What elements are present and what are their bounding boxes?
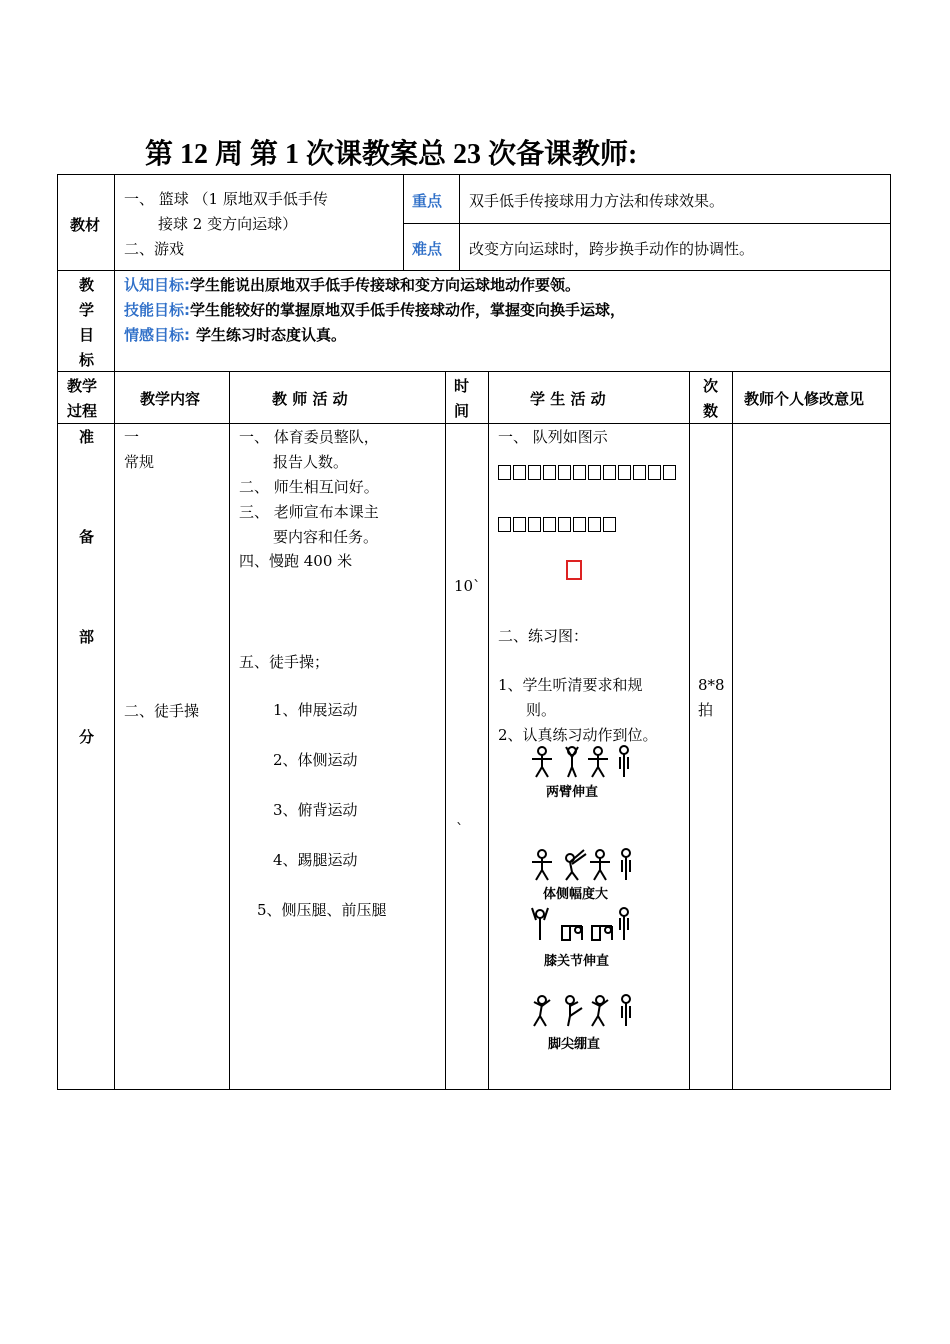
content-item: 二、徒手操 [124,702,200,720]
col-header-notes: 教师个人修改意见 [744,390,865,408]
goals-label-char: 学 [79,301,95,319]
time-value: 10` [454,577,481,595]
teacher-item: 要内容和任务。 [273,528,379,546]
material-line2: 接球 2 变方向运球） [158,215,298,233]
teacher-item: 5、侧压腿、前压腿 [257,901,387,919]
teacher-item: 3、俯背运动 [273,801,358,819]
teacher-item: 二、 师生相互问好。 [239,478,379,496]
teacher-item: 4、踢腿运动 [273,851,358,869]
section-label-char: 分 [79,728,95,746]
col-divider [229,371,230,1090]
emotion-goal-text: 学生练习时态度认真。 [196,326,347,344]
section-label-char: 准 [79,428,95,446]
teacher-item: 报告人数。 [273,453,349,471]
col-divider [445,371,446,1090]
section-label-char: 备 [79,528,95,546]
row-divider [57,371,891,372]
student-item: 一、 队列如图示 [498,428,608,446]
col-header-content: 教学内容 [140,390,201,408]
skill-goal [124,301,625,319]
col-header-count: 数 [703,402,719,420]
emotion-goal-label: 情感目标: [124,326,190,344]
page-title: 第 12 周 第 1 次课教案总 23 次备课教师: [145,139,638,170]
col-header-time: 间 [454,402,470,420]
content-item: 一 [124,428,140,446]
student-item: 二、练习图： [498,627,589,645]
skill-goal-text: 学生能较好的掌握原地双手低手传接球动作，掌握变向换手运球， [190,301,626,319]
teacher-item: 1、伸展运动 [273,701,358,719]
teacher-item: 2、体侧运动 [273,751,358,769]
table-border-bottom [57,1089,891,1090]
student-item: 1、学生听清要求和规 [498,676,643,694]
goals-label-char: 教 [79,276,95,294]
difficulty-label: 难点 [412,240,443,258]
cognitive-goal-text: 学生能说出原地双手低手传接球和变方向运球地动作要领。 [190,276,581,294]
col-divider [114,270,115,372]
teacher-item: 一、 体育委员整队， [239,428,379,446]
material-label: 教材 [70,216,101,234]
difficulty-text: 改变方向运球时，跨步换手动作的协调性。 [469,240,755,258]
emotion-goal [124,326,346,344]
material-line3: 二、游戏 [124,240,185,258]
col-header-time: 时 [454,377,470,395]
col-divider [403,174,404,271]
goals-label-char: 目 [79,326,95,344]
figure-caption: 脚尖绷直 [548,1037,601,1052]
stick-figures-side [530,848,640,882]
time-value: ` [456,820,464,838]
col-divider [689,371,690,1090]
row-divider [57,423,891,424]
col-divider [732,371,733,1090]
student-item: 2、认真练习动作到位。 [498,726,658,744]
key-text: 双手低手传接球用力方法和传球效果。 [469,192,725,210]
table-border-left [57,174,58,1090]
formation-grid [498,462,683,534]
col-header-count: 次 [703,377,719,395]
row-divider [403,223,891,224]
section-label-char: 部 [79,628,95,646]
stick-figures-arms [530,745,640,779]
content-item: 常规 [124,453,155,471]
figure-caption: 两臂伸直 [546,785,599,800]
figure-caption: 膝关节伸直 [544,954,610,969]
formation-row [498,462,683,482]
goals-label-char: 标 [79,351,95,369]
col-header-process: 过程 [67,402,98,420]
teacher-item: 五、徒手操； [239,653,330,671]
cognitive-goal-label: 认知目标: [124,276,190,294]
stick-figures-kick [530,994,640,1028]
table-border-right [890,174,891,1090]
material-line1: 一、 篮球 （1 原地双手低手传 [124,190,328,208]
col-divider [488,371,489,1090]
teacher-position-marker [566,560,582,584]
stick-figures-knee [530,906,640,942]
figure-caption: 体侧幅度大 [543,887,609,902]
count-value: 8*8 [698,676,725,694]
skill-goal-label: 技能目标: [124,301,190,319]
col-header-teacher: 教 师 活 动 [272,390,348,408]
col-divider [114,371,115,1090]
col-header-process: 教学 [67,377,98,395]
teacher-item: 四、慢跑 400 米 [239,552,353,570]
col-divider [459,174,460,271]
cognitive-goal [124,276,580,294]
count-value: 拍 [698,701,714,719]
table-border-top [57,174,891,175]
key-label: 重点 [412,192,443,210]
teacher-item: 三、 老师宣布本课主 [239,503,379,521]
row-divider [57,270,891,271]
student-item: 则。 [526,701,557,719]
col-divider [114,174,115,271]
col-header-student: 学 生 活 动 [530,390,606,408]
formation-row [498,514,683,534]
